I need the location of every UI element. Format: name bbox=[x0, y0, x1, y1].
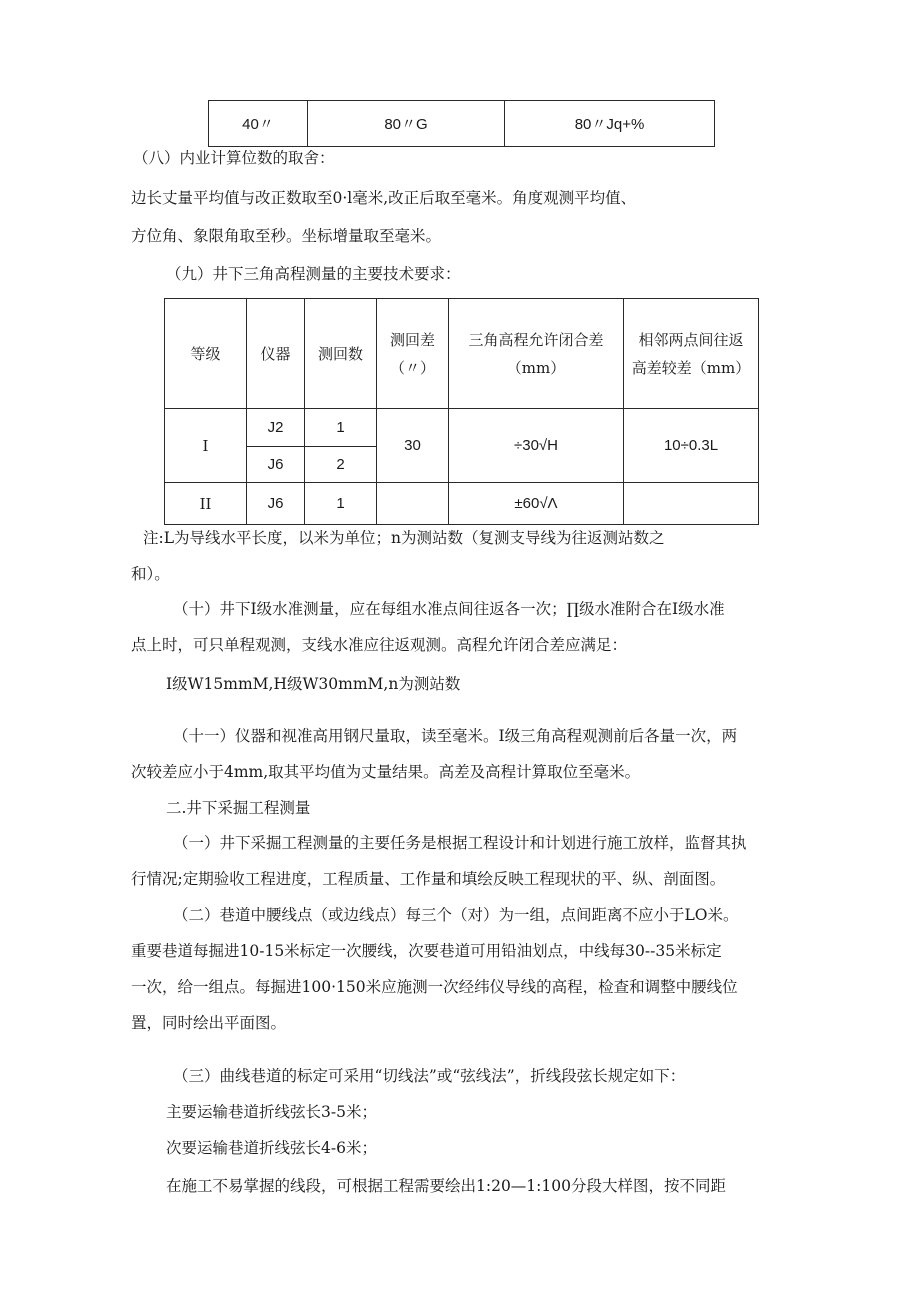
instrument-cell: J2 bbox=[247, 409, 305, 447]
grade-cell: I bbox=[165, 409, 247, 483]
paragraph-10-line: 点上时，可只单程观测，支线水准应往返观测。高程允许闭合差应满足： bbox=[131, 636, 628, 654]
section-2-paragraph-3: 次要运输巷道折线弦长4-6米； bbox=[166, 1139, 377, 1157]
closure-cell: ±60√Λ bbox=[449, 483, 624, 525]
header-closure-line: 三角高程允许闭合差 bbox=[468, 330, 604, 349]
closure-cell: ÷30√H bbox=[449, 409, 624, 483]
section-2-paragraph-2: 置，同时绘出平面图。 bbox=[131, 1014, 287, 1032]
section-2-paragraph-1: 行情况;定期验收工程进度，工程质量、工作量和填绘反映工程现状的平、纵、剖面图。 bbox=[131, 870, 726, 888]
header-adjacent-line: 相邻两点间往返 bbox=[638, 330, 744, 349]
paragraph-10-formula: I级W15mmM,H级W30mmM,n为测站数 bbox=[166, 675, 461, 693]
top-table-cell: 40〃 bbox=[209, 101, 308, 147]
tech-requirements-table bbox=[164, 298, 759, 525]
top-table bbox=[208, 100, 715, 147]
section-2-paragraph-1: （一）井下采掘工程测量的主要任务是根据工程设计和计划进行施工放样，监督其执 bbox=[173, 834, 747, 852]
top-table-cell: 80〃G bbox=[308, 101, 505, 147]
header-round-diff bbox=[377, 299, 449, 409]
paragraph-9-title: （九）井下三角高程测量的主要技术要求： bbox=[166, 265, 461, 283]
header-round-diff-unit: （〃） bbox=[389, 358, 435, 377]
header-closure bbox=[449, 299, 624, 409]
header-grade: 等级 bbox=[165, 299, 247, 409]
round-diff-cell bbox=[377, 483, 449, 525]
section-2-paragraph-3: （三）曲线巷道的标定可采用“切线法”或“弦线法”，折线段弦长规定如下： bbox=[173, 1067, 686, 1085]
adjacent-cell bbox=[624, 483, 759, 525]
paragraph-8-line: 方位角、象限角取至秒。坐标增量取至毫米。 bbox=[131, 227, 442, 245]
paragraph-10-line: （十）井下I级水准测量，应在每组水准点间往返各一次；∏级水准附合在I级水准 bbox=[173, 600, 725, 618]
top-table-cell: 80〃Jq+% bbox=[505, 101, 715, 147]
header-adjacent-line: 高差较差（mm） bbox=[631, 358, 751, 377]
paragraph-8-title: （八）内业计算位数的取舍： bbox=[133, 149, 335, 167]
rounds-cell: 1 bbox=[305, 483, 377, 525]
round-diff-cell: 30 bbox=[377, 409, 449, 483]
header-instrument: 仪器 bbox=[247, 299, 305, 409]
paragraph-11-line: （十一）仪器和视准高用钢尺量取，读至毫米。I级三角高程观测前后各量一次，两 bbox=[173, 727, 738, 745]
section-2-paragraph-3: 主要运输巷道折线弦长3-5米； bbox=[166, 1103, 377, 1121]
instrument-cell: J6 bbox=[247, 447, 305, 483]
rounds-cell: 1 bbox=[305, 409, 377, 447]
header-adjacent bbox=[624, 299, 759, 409]
section-2-title: 二.井下采掘工程测量 bbox=[166, 799, 311, 817]
section-2-paragraph-3: 在施工不易掌握的线段，可根据工程需要绘出1:20—1:100分段大样图，按不同距 bbox=[166, 1177, 726, 1195]
header-rounds: 测回数 bbox=[305, 299, 377, 409]
paragraph-8-line: 边长丈量平均值与改正数取至0·l毫米,改正后取至毫米。角度观测平均值、 bbox=[131, 189, 637, 207]
rounds-cell: 2 bbox=[305, 447, 377, 483]
adjacent-cell: 10÷0.3L bbox=[624, 409, 759, 483]
header-closure-unit: （mm） bbox=[506, 358, 566, 377]
table-note: 和）。 bbox=[131, 565, 170, 583]
table-note: 注:L为导线水平长度，以米为单位；n为测站数（复测支导线为往返测站数之 bbox=[143, 529, 665, 547]
instrument-cell: J6 bbox=[247, 483, 305, 525]
section-2-paragraph-2: 重要巷道每掘进10-15米标定一次腰线，次要巷道可用铅油划点，中线每30--35米标定 bbox=[131, 942, 722, 960]
section-2-paragraph-2: （二）巷道中腰线点（或边线点）每三个（对）为一组，点间距离不应小于LO米。 bbox=[173, 906, 739, 924]
paragraph-11-line: 次较差应小于4mm,取其平均值为丈量结果。高差及高程计算取位至毫米。 bbox=[131, 763, 641, 781]
header-round-diff-line: 测回差 bbox=[389, 330, 435, 349]
section-2-paragraph-2: 一次，给一组点。每掘进100·150米应施测一次经纬仪导线的高程，检查和调整中腰线位 bbox=[131, 978, 738, 996]
grade-cell: II bbox=[165, 483, 247, 525]
